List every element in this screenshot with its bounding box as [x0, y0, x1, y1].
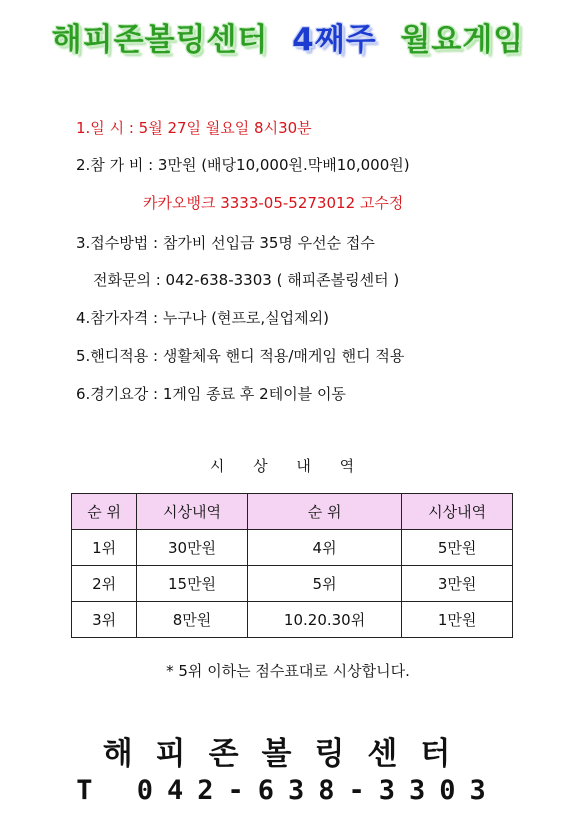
footer-venue-name: 해피존볼링센터: [102, 736, 474, 772]
header-prize: 시상내역: [402, 494, 513, 530]
info-eligibility: 4.참가자격 : 누구나 (현프로,실업제외): [76, 309, 330, 327]
info-phone: 전화문의 : 042-638-3303 ( 해피존볼링센터 ): [93, 271, 400, 289]
info-rules: 6.경기요강 : 1게임 종료 후 2테이블 이동: [76, 385, 346, 403]
poster-title: [0, 14, 576, 59]
table-header-row: [72, 494, 513, 530]
title-game: 월요게임: [400, 22, 525, 58]
table-cell: 30만원: [137, 530, 248, 566]
header-rank: 순 위: [247, 494, 401, 530]
table-cell: 3만원: [402, 566, 513, 602]
info-handicap: 5.핸디적용 : 생활체육 핸디 적용/매게임 핸디 적용: [76, 347, 405, 365]
title-venue: 해피존볼링센터: [51, 22, 269, 58]
info-date: 1.일 시 : 5월 27일 월요일 8시30분: [76, 119, 312, 137]
prize-table: [71, 493, 513, 638]
table-cell: 1만원: [402, 602, 513, 638]
table-row: [72, 602, 513, 638]
title-week: 4째주: [292, 22, 377, 58]
table-cell: 5만원: [402, 530, 513, 566]
table-cell: 4위: [247, 530, 401, 566]
header-rank: 순 위: [72, 494, 137, 530]
footer-phone: T 042-638-3303: [76, 775, 500, 806]
table-row: [72, 530, 513, 566]
prize-note: * 5위 이하는 점수표대로 시상합니다.: [166, 662, 410, 680]
info-fee: 2.참 가 비 : 3만원 (배당10,000원.막배10,000원): [76, 156, 410, 174]
table-row: [72, 566, 513, 602]
table-cell: 5위: [247, 566, 401, 602]
table-cell: 2위: [72, 566, 137, 602]
prize-heading: 시 상 내 역: [209, 457, 367, 475]
info-bank-account: 카카오뱅크 3333-05-5273012 고수정: [143, 194, 404, 212]
info-registration: 3.접수방법 : 참가비 선입금 35명 우선순 접수: [76, 234, 375, 252]
table-cell: 1위: [72, 530, 137, 566]
header-prize: 시상내역: [137, 494, 248, 530]
table-cell: 15만원: [137, 566, 248, 602]
table-cell: 3위: [72, 602, 137, 638]
table-cell: 10.20.30위: [247, 602, 401, 638]
table-cell: 8만원: [137, 602, 248, 638]
